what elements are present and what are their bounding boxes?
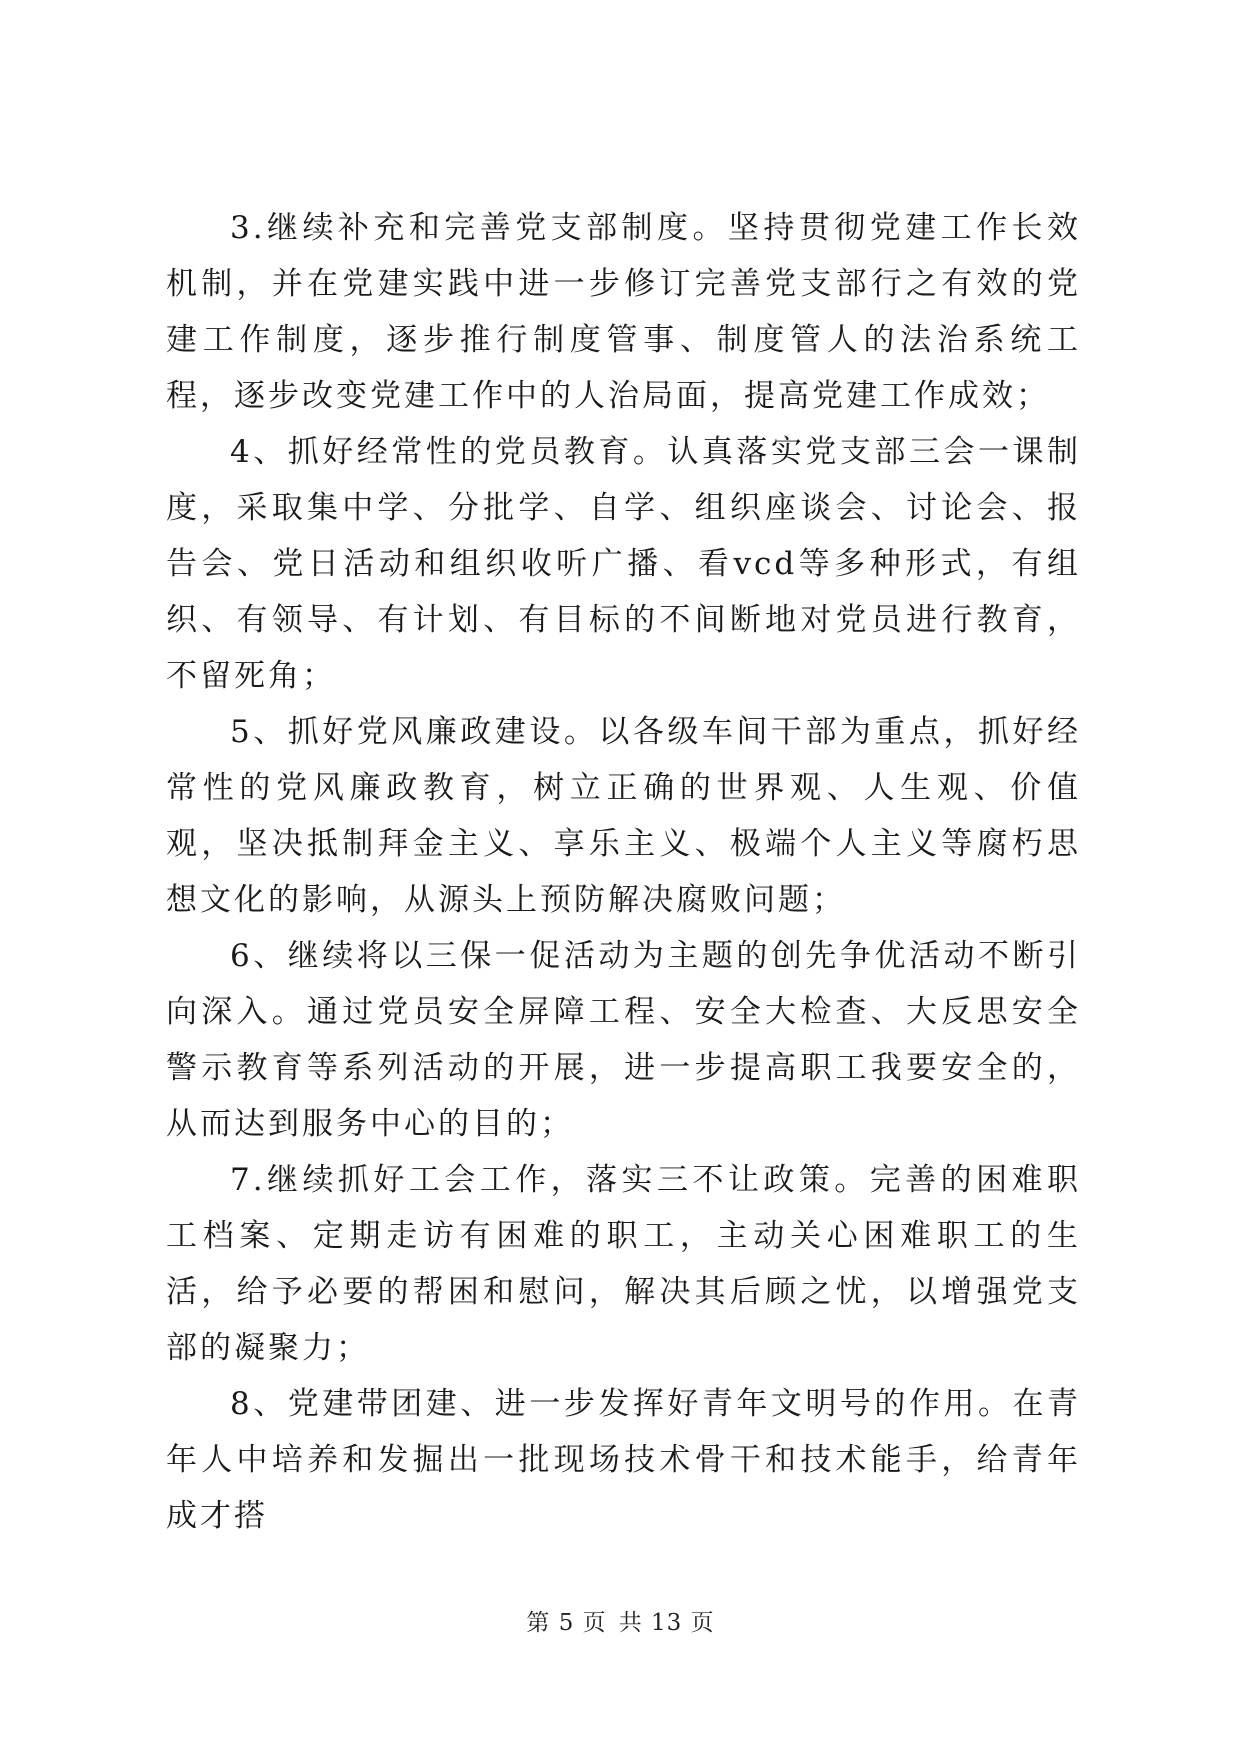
- page-footer: [0, 1604, 1241, 1637]
- page-number: 第 5 页: [526, 1610, 607, 1636]
- paragraph-item-4: 4、抓好经常性的党员教育。认真落实党支部三会一课制度，采取集中学、分批学、自学、组织座谈会、讨论会、报告会、党日活动和组织收听广播、看vcd等多种形式，有组织、有领导、有计划、有目标的不间断地对党员进行教育，不留死角；: [166, 434, 1081, 694]
- page-total: 共 13 页: [618, 1610, 715, 1636]
- paragraph-item-7: 7.继续抓好工会工作，落实三不让政策。完善的困难职工档案、定期走访有困难的职工，主动关心困难职工的生活，给予必要的帮困和慰问，解决其后顾之忧，以增强党支部的凝聚力；: [166, 1162, 1081, 1366]
- paragraph-item-3: 3.继续补充和完善党支部制度。坚持贯彻党建工作长效机制，并在党建实践中进一步修订完善党支部行之有效的党建工作制度，逐步推行制度管事、制度管人的法治系统工程，逐步改变党建工作中的人治局面，提高党建工作成效；: [166, 210, 1081, 414]
- document-body: [166, 200, 1081, 1544]
- paragraph-item-6: 6、继续将以三保一促活动为主题的创先争优活动不断引向深入。通过党员安全屏障工程、安全大检查、大反思安全警示教育等系列活动的开展，进一步提高职工我要安全的，从而达到服务中心的目的；: [166, 938, 1081, 1142]
- paragraph-item-8: 8、党建带团建、进一步发挥好青年文明号的作用。在青年人中培养和发掘出一批现场技术骨干和技术能手，给青年成才搭: [166, 1386, 1081, 1534]
- paragraph-item-5: 5、抓好党风廉政建设。以各级车间干部为重点，抓好经常性的党风廉政教育，树立正确的世界观、人生观、价值观，坚决抵制拜金主义、享乐主义、极端个人主义等腐朽思想文化的影响，从源头上预防解决腐败问题；: [166, 714, 1081, 918]
